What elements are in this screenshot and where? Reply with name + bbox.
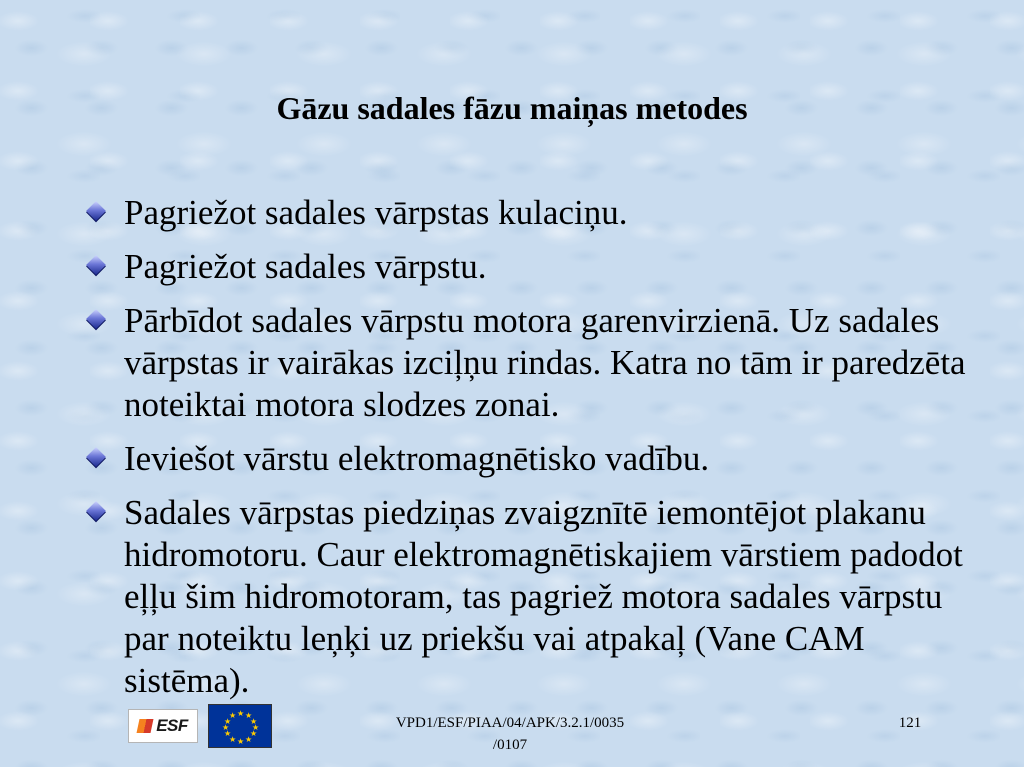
bullet-text: Sadales vārpstas piedziņas zvaigznītē iemontējot plakanu hidromotoru. Caur elektromagnētiskajiem vārstiem padodot eļļu šim hidromotoram, tas pagriež motora sadales vārpstu par noteiktu leņķi uz priekšu vai atpakaļ (Vane CAM sistēma).: [124, 493, 963, 700]
esf-logo-text: ESF: [156, 716, 188, 735]
diamond-bullet-icon: [86, 255, 106, 275]
eu-flag-icon: ★ ★ ★ ★ ★ ★ ★ ★ ★ ★ ★ ★: [208, 704, 272, 748]
bullet-item: [84, 492, 984, 702]
bullet-item: [84, 438, 984, 480]
diamond-bullet-icon: [86, 309, 106, 329]
diamond-bullet-icon: [86, 501, 106, 521]
esf-logo: [128, 709, 198, 743]
bullet-item: [84, 246, 984, 288]
bullet-text: Pagriežot sadales vārpstas kulaciņu.: [124, 193, 628, 232]
page-number: 121: [898, 715, 922, 731]
bullet-item: [84, 192, 984, 234]
footer-reference: [340, 712, 680, 756]
footer-logos: [128, 704, 272, 748]
bullet-list: [84, 192, 984, 714]
bullet-text: Pārbīdot sadales vārpstu motora garenvirzienā. Uz sadales vārpstas ir vairākas izciļņu rindas. Katra no tām ir paredzēta noteiktai motora slodzes zonai.: [124, 301, 966, 424]
bullet-text: Ieviešot vārstu elektromagnētisko vadību.: [124, 439, 710, 478]
bullet-item: [84, 300, 984, 426]
footer-reference-line2: /0107: [492, 737, 528, 753]
footer-reference-line1: VPD1/ESF/PIAA/04/APK/3.2.1/0035: [395, 715, 625, 731]
slide-title: Gāzu sadales fāzu maiņas metodes: [276, 90, 748, 126]
bullet-text: Pagriežot sadales vārpstu.: [124, 247, 487, 286]
diamond-bullet-icon: [86, 447, 106, 467]
esf-mark-icon: [137, 719, 154, 733]
diamond-bullet-icon: [86, 201, 106, 221]
